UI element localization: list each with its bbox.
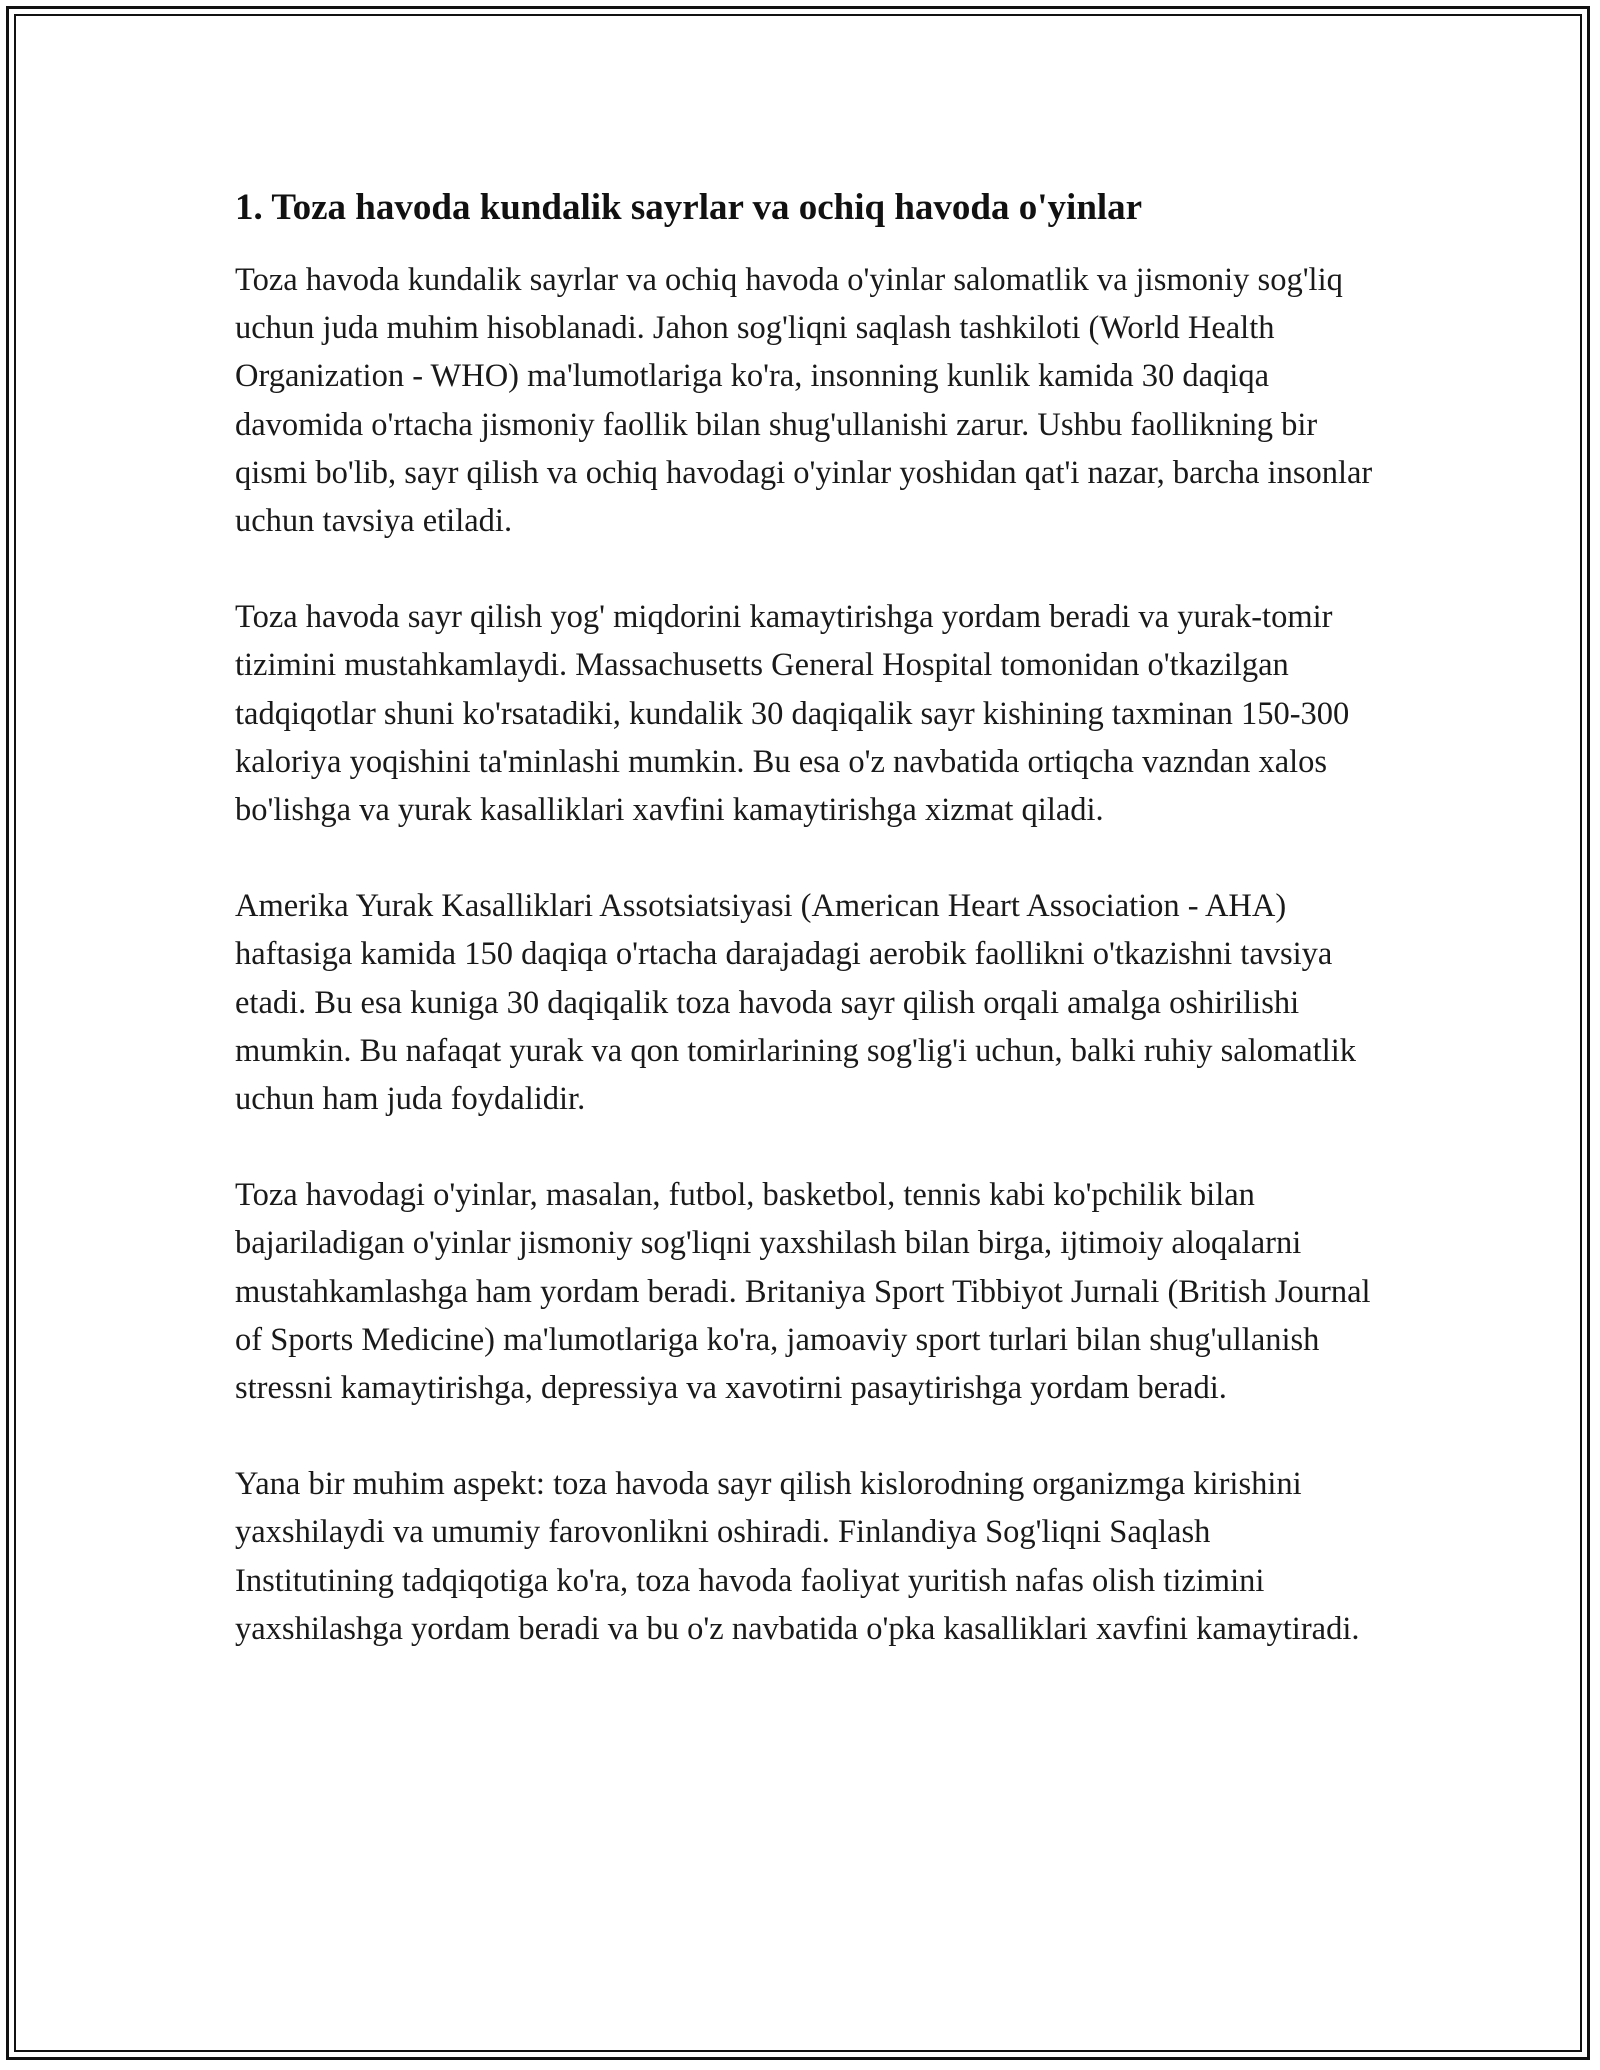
paragraph-3: Amerika Yurak Kasalliklari Assotsiatsiyasi (American Heart Association - AHA) haftasiga kamida 150 daqiqa o'rtacha darajadagi aerobik faollikni o'tkazishni tavsiya etadi. Bu esa kuniga 30 daqiqalik toza havoda sayr qilish orqali amalga oshirilishi mumkin. Bu nafaqat yurak va qon tomirlarining sog'lig'i uchun, balki ruhiy salomatlik uchun ham juda foydalidir.: [235, 888, 1357, 1118]
document-body: [235, 186, 1375, 1701]
paragraph-5: Yana bir muhim aspekt: toza havoda sayr qilish kislorodning organizmga kirishini yaxshilaydi va umumiy farovonlikni oshiradi. Finlandiya Sog'liqni Saqlash Institutining tadqiqotiga ko'ra, toza havoda faoliyat yuritish nafas olish tizimini yaxshilashga yordam beradi va bu o'z navbatida o'pka kasalliklari xavfini kamaytiradi.: [235, 1466, 1360, 1647]
paragraph-1: Toza havoda kundalik sayrlar va ochiq havoda o'yinlar salomatlik va jismoniy sog'liq uchun juda muhim hisoblanadi. Jahon sog'liqni saqlash tashkiloti (World Health Organization - WHO) ma'lumotlariga ko'ra, insonning kunlik kamida 30 daqiqa davomida o'rtacha jismoniy faollik bilan shug'ullanishi zarur. Ushbu faollikning bir qismi bo'lib, sayr qilish va ochiq havodagi o'yinlar yoshidan qat'i nazar, barcha insonlar uchun tavsiya etiladi.: [235, 262, 1373, 540]
section-title: 1. Toza havoda kundalik sayrlar va ochiq havoda o'yinlar: [235, 187, 1143, 228]
paragraph-4: Toza havodagi o'yinlar, masalan, futbol, basketbol, tennis kabi ko'pchilik bilan bajariladigan o'yinlar jismoniy sog'liqni yaxshilash bilan birga, ijtimoiy aloqalarni mustahkamlashga ham yordam beradi. Britaniya Sport Tibbiyot Jurnali (British Journal of Sports Medicine) ma'lumotlariga ko'ra, jamoaviy sport turlari bilan shug'ullanish stressni kamaytirishga, depressiya va xavotirni pasaytirishga yordam beradi.: [235, 1177, 1371, 1407]
paragraph-2: Toza havoda sayr qilish yog' miqdorini kamaytirishga yordam beradi va yurak-tomir tizimini mustahkamlaydi. Massachusetts General Hospital tomonidan o'tkazilgan tadqiqotlar shuni ko'rsatadiki, kundalik 30 daqiqalik sayr kishining taxminan 150-300 kaloriya yoqishini ta'minlashi mumkin. Bu esa o'z navbatida ortiqcha vazndan xalos bo'lishga va yurak kasalliklari xavfini kamaytirishga xizmat qiladi.: [235, 599, 1350, 829]
